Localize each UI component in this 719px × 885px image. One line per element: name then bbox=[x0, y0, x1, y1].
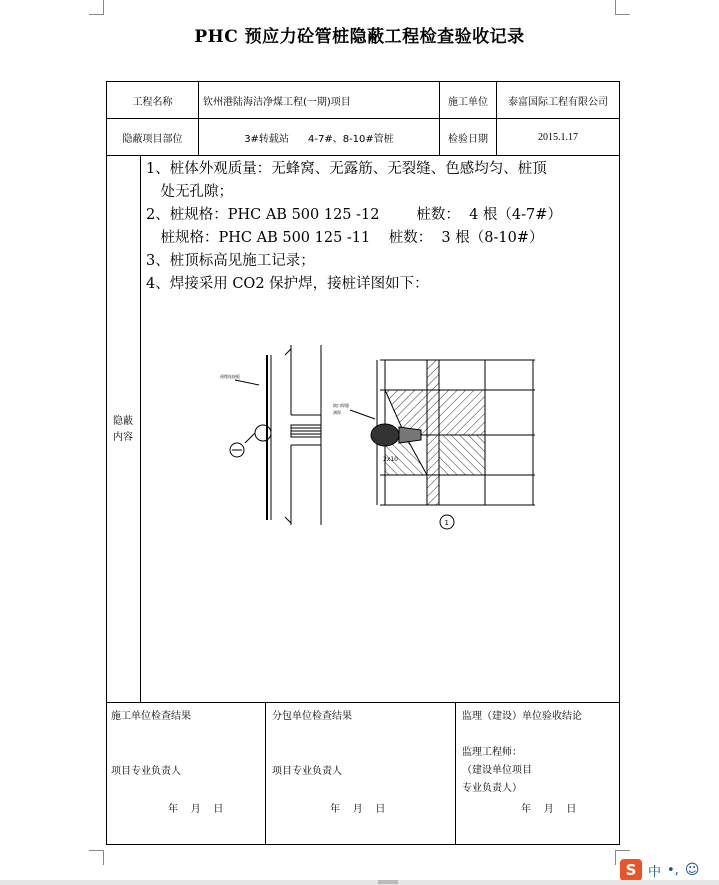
ime-mode-toggle[interactable]: 中 bbox=[648, 864, 662, 880]
subcontractor-date-line: 年 月 日 bbox=[330, 804, 386, 815]
content-line: 2、桩规格：PHC AB 500 125 -12 桩数： 4 根（4-7#） bbox=[146, 207, 562, 223]
document-title: PHC 预应力砼管桩隐蔽工程检查验收记录 bbox=[194, 27, 525, 47]
crop-mark-top-left bbox=[89, 0, 104, 15]
side-label-line-2: 内容 bbox=[113, 432, 133, 443]
drawing-dimension: 2x10 bbox=[383, 456, 399, 463]
row-divider bbox=[106, 702, 620, 703]
crop-mark-bottom-left bbox=[89, 850, 104, 865]
contractor-label: 施工单位 bbox=[448, 96, 488, 108]
project-name-value: 钦州港陆海洁净煤工程(一期)项目 bbox=[203, 96, 351, 108]
scrollbar-thumb[interactable] bbox=[378, 880, 398, 884]
contractor-result-title: 施工单位检查结果 bbox=[111, 711, 191, 722]
hidden-part-label: 隐蔽项目部位 bbox=[122, 133, 183, 145]
drawing-circle-mark: 1 bbox=[444, 519, 449, 527]
col-divider bbox=[455, 702, 456, 845]
content-line: 处无孔隙； bbox=[146, 184, 233, 200]
side-label-line-1: 隐蔽 bbox=[113, 416, 133, 427]
supervisor-owner-line-1: （建设单位项目 bbox=[462, 765, 532, 776]
project-name-label: 工程名称 bbox=[132, 96, 173, 108]
right-section-detail bbox=[333, 360, 535, 529]
horizontal-scrollbar[interactable] bbox=[0, 880, 719, 885]
content-line: 4、焊接采用 CO2 保护焊，接桩详图如下： bbox=[146, 276, 429, 292]
subcontractor-responsible-person: 项目专业负责人 bbox=[272, 766, 342, 777]
supervisor-conclusion-title: 监理（建设）单位验收结论 bbox=[462, 711, 582, 722]
drawing-left-label: 预埋连接板 bbox=[220, 374, 240, 379]
contractor-date-line: 年 月 日 bbox=[168, 804, 224, 815]
subcontractor-result-title: 分包单位检查结果 bbox=[272, 711, 352, 722]
sogou-logo-icon[interactable]: S bbox=[620, 859, 642, 881]
inspection-date-value: 2015.1.17 bbox=[538, 131, 578, 143]
inspection-date-label: 检验日期 bbox=[448, 133, 488, 145]
col-divider bbox=[140, 155, 141, 702]
contractor-value: 泰富国际工程有限公司 bbox=[508, 96, 608, 108]
emoji-icon[interactable]: ☺ bbox=[684, 862, 700, 878]
drawing-right-label-1: 坡口焊缝 bbox=[333, 403, 349, 408]
content-line: 1、桩体外观质量：无蜂窝、无露筋、无裂缝、色感均匀、桩顶 bbox=[146, 161, 547, 177]
supervisor-date-line: 年 月 日 bbox=[521, 804, 577, 815]
content-line: 3、桩顶标高见施工记录； bbox=[146, 253, 315, 269]
hidden-content-label bbox=[108, 414, 138, 446]
pile-joint-drawing bbox=[215, 335, 535, 535]
col-divider bbox=[265, 702, 266, 845]
hidden-part-value: 3#转载站 4-7#、8-10#管桩 bbox=[244, 133, 394, 145]
row-divider bbox=[106, 155, 620, 156]
crop-mark-top-right bbox=[615, 0, 630, 15]
supervisor-engineer: 监理工程师： bbox=[462, 747, 522, 758]
contractor-responsible-person: 项目专业负责人 bbox=[111, 766, 181, 777]
content-line: 桩规格：PHC AB 500 125 -11 桩数： 3 根（8-10#） bbox=[146, 230, 544, 246]
drawing-right-label-2: 满焊 bbox=[333, 410, 341, 415]
left-elevation-detail bbox=[220, 345, 321, 525]
hidden-content-text bbox=[146, 158, 562, 296]
ime-punctuation-toggle[interactable]: •, bbox=[667, 862, 679, 878]
supervisor-owner-line-2: 专业负责人） bbox=[462, 783, 522, 794]
